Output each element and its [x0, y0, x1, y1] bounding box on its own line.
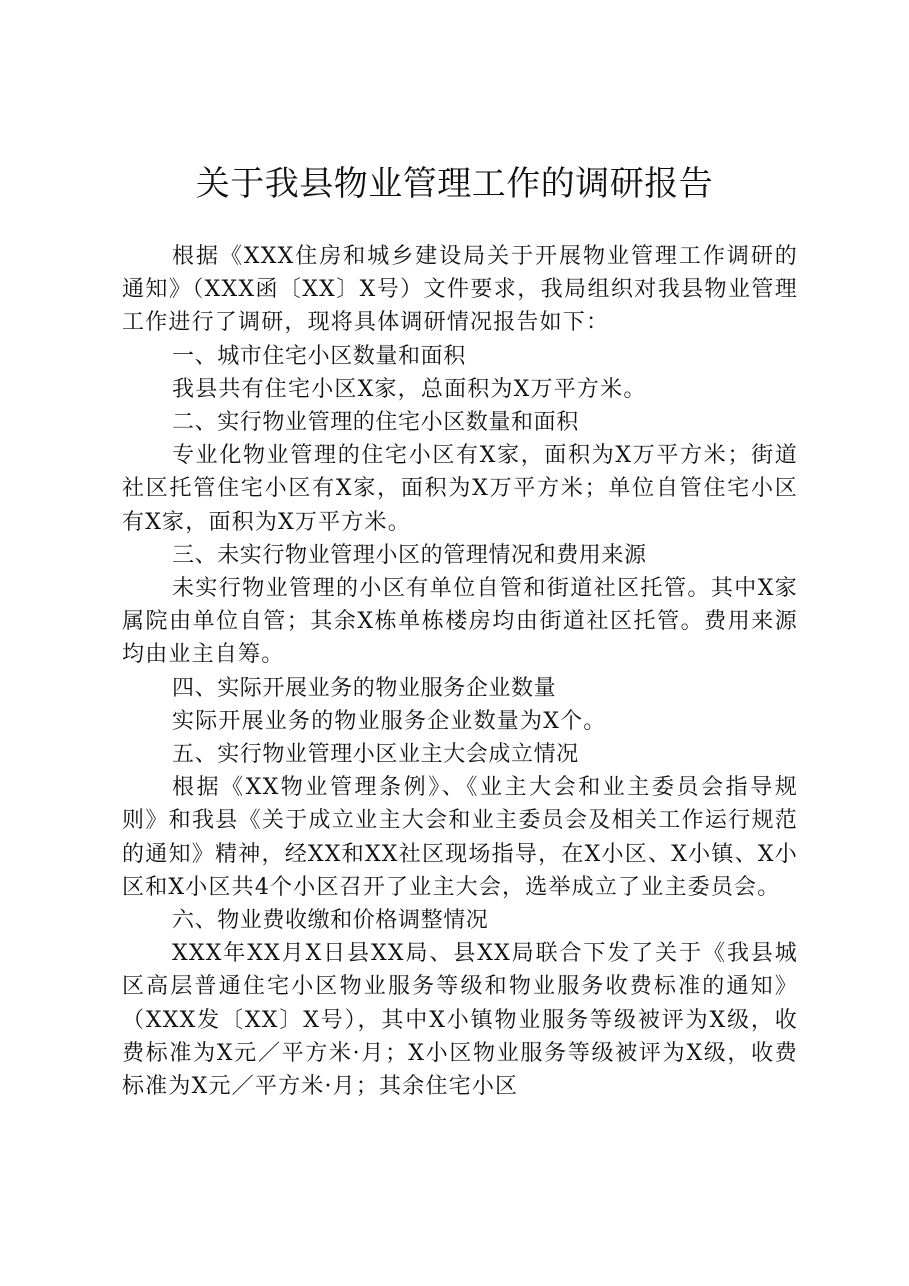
intro-paragraph: 根据《XXX住房和城乡建设局关于开展物业管理工作调研的通知》（XXX函〔XX〕X号）文件要求，我局组织对我县物业管理工作进行了调研，现将具体调研情况报告如下： [122, 244, 798, 336]
section-text-6: XXX年XX月X日县XX局、县XX局联合下发了关于《我县城区高层普通住宅小区物业服务等级和物业服务收费标准的通知》（XXX发〔XX〕X号），其中X小镇物业服务等级被评为X级，收费标准为X元／平方米·月；X小区物业服务等级被评为X级，收费标准为X元／平方米·月；其余住宅小区 [122, 941, 798, 1100]
section-text-1: 我县共有住宅小区X家，总面积为X万平方米。 [172, 376, 647, 402]
section-heading-5: 五、实行物业管理小区业主大会成立情况 [172, 742, 579, 768]
document-body [122, 240, 798, 1103]
document-title: 关于我县物业管理工作的调研报告 [195, 164, 714, 204]
section-text-3: 未实行物业管理的小区有单位自管和街道社区托管。其中X家属院由单位自管；其余X栋单栋楼房均由街道社区托管。费用来源均由业主自筹。 [122, 576, 798, 668]
section-heading-6: 六、物业费收缴和价格调整情况 [172, 908, 489, 934]
section-text-4: 实际开展业务的物业服务企业数量为X个。 [172, 708, 607, 734]
section-text-2: 专业化物业管理的住宅小区有X家，面积为X万平方米；街道社区托管住宅小区有X家，面积为X万平方米；单位自管住宅小区有X家，面积为X万平方米。 [122, 443, 798, 535]
section-text-5: 根据《XX物业管理条例》、《业主大会和业主委员会指导规则》和我县《关于成立业主大会和业主委员会及相关工作运行规范的通知》精神，经XX和XX社区现场指导，在X小区、X小镇、X小区和X小区共4个小区召开了业主大会，选举成立了业主委员会。 [122, 775, 798, 900]
section-heading-4: 四、实际开展业务的物业服务企业数量 [172, 675, 557, 701]
section-heading-1: 一、城市住宅小区数量和面积 [172, 343, 466, 369]
section-heading-2: 二、实行物业管理的住宅小区数量和面积 [172, 410, 579, 436]
section-heading-3: 三、未实行物业管理小区的管理情况和费用来源 [172, 542, 647, 568]
